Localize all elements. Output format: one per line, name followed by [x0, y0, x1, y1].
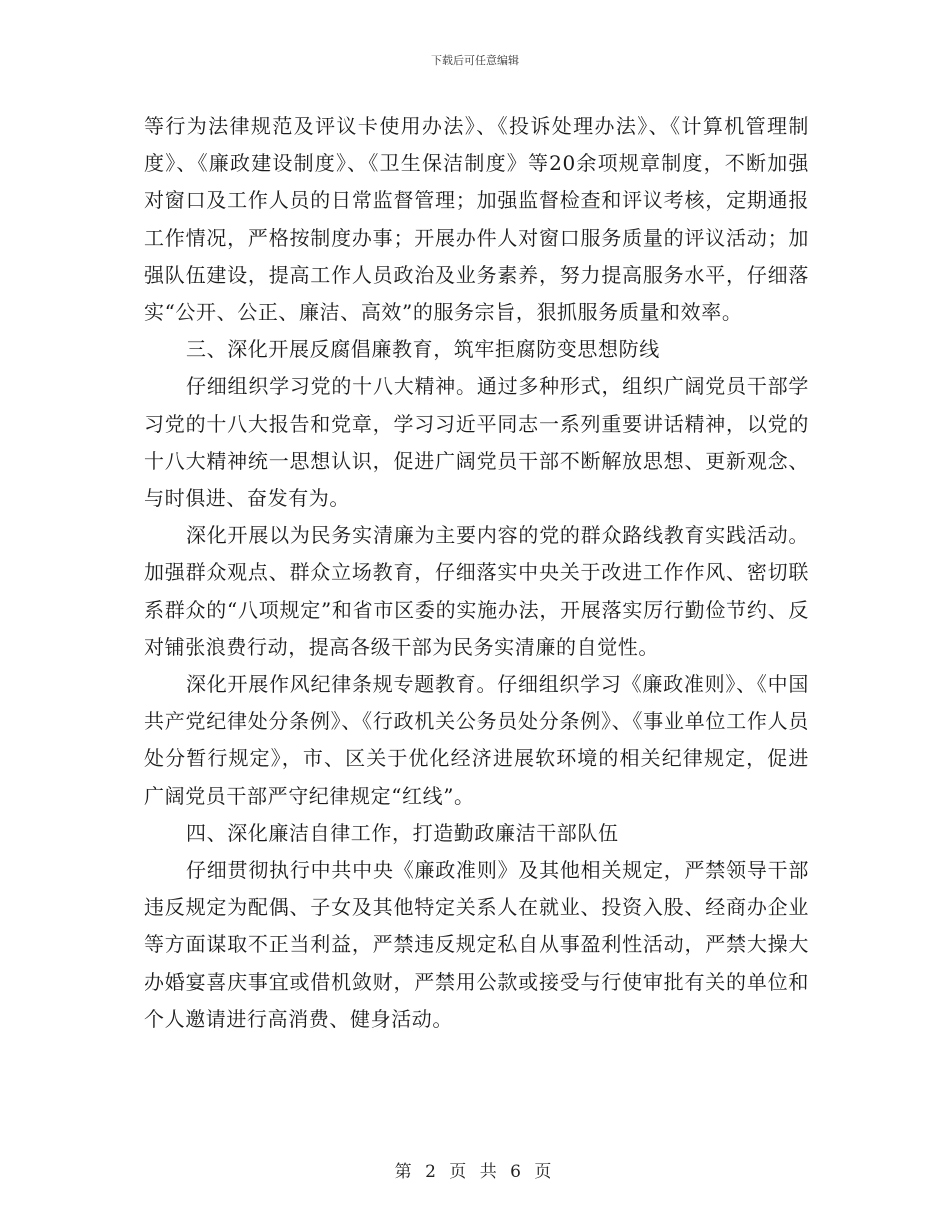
paragraph-continuation: 等行为法律规范及评议卡使用办法》、《投诉处理办法》、《计算机管理制度》、《廉政建设制度》、《卫生保洁制度》等20余项规章制度，不断加强对窗口及工作人员的日常监督管理；加强监督检查和评议考核，定期通报工作情况，严格按制度办事；开展办件人对窗口服务质量的评议活动；加强队伍建设，提高工作人员政治及业务素养，努力提高服务水平，仔细落实“公开、公正、廉洁、高效”的服务宗旨，狠抓服务质量和效率。	[144, 114, 809, 325]
paragraph: 深化开展以为民务实清廉为主要内容的党的群众路线教育实践活动。加强群众观点、群众立场教育，仔细落实中央关于改进工作作风、密切联系群众的“八项规定”和省市区委的实施办法，开展落实厉行勤俭节约、反对铺张浪费行动，提高各级干部为民务实清廉的自觉性。	[144, 523, 809, 659]
document-body	[144, 108, 809, 1038]
section-heading-4: 四、深化廉洁自律工作，打造勤政廉洁干部队伍	[186, 820, 619, 845]
paragraph: 仔细组织学习党的十八大精神。通过多种形式，组织广阔党员干部学习党的十八大报告和党章，学习习近平同志一系列重要讲话精神，以党的十八大精神统一思想认识，促进广阔党员干部不断解放思想、更新观念、与时俱进、奋发有为。	[144, 374, 809, 511]
section-heading-3: 三、深化开展反腐倡廉教育，筑牢拒腐防变思想防线	[186, 337, 660, 362]
page-header: 下载后可任意编辑	[431, 54, 519, 67]
page-footer: 第 2 页 共 6 页	[394, 1162, 556, 1182]
paragraph: 深化开展作风纪律条规专题教育。仔细组织学习《廉政准则》、《中国共产党纪律处分条例》、《行政机关公务员处分条例》、《事业单位工作人员处分暂行规定》，市、区关于优化经济进展软环境的相关纪律规定，促进广阔党员干部严守纪律规定“红线”。	[144, 672, 809, 808]
paragraph: 仔细贯彻执行中共中央《廉政准则》及其他相关规定，严禁领导干部违反规定为配偶、子女及其他特定关系人在就业、投资入股、经商办企业等方面谋取不正当利益，严禁违反规定私自从事盈利性活动，严禁大操大办婚宴喜庆事宜或借机敛财，严禁用公款或接受与行使审批有关的单位和个人邀请进行高消费、健身活动。	[144, 858, 809, 1031]
